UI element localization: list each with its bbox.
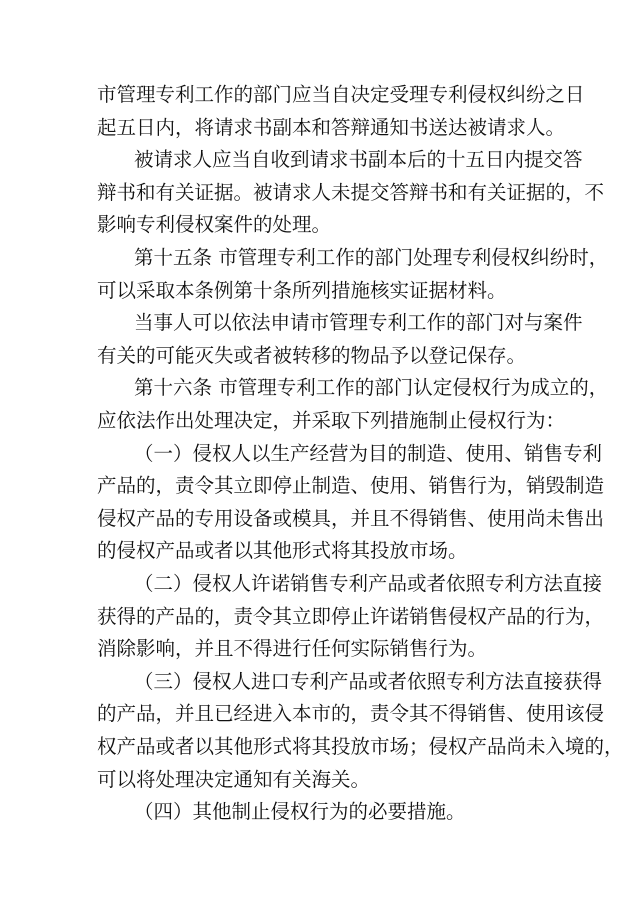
text-line: 第十五条 市管理专利工作的部门处理专利侵权纠纷时， bbox=[134, 246, 609, 269]
text-line: （二）侵权人许诺销售专利产品或者依照专利方法直接 bbox=[134, 572, 603, 595]
text-line: 辩书和有关证据。被请求人未提交答辩书和有关证据的，不 bbox=[97, 180, 605, 204]
text-line: 市管理专利工作的部门应当自决定受理专利侵权纠纷之日 bbox=[97, 83, 585, 106]
text-line: 起五日内，将请求书副本和答辩通知书送达被请求人。 bbox=[97, 115, 566, 139]
text-line: 影响专利侵权案件的处理。 bbox=[97, 213, 332, 237]
text-line: 有关的可能灭失或者被转移的物品予以登记保存。 bbox=[97, 343, 527, 367]
text-line: （一）侵权人以生产经营为目的制造、使用、销售专利 bbox=[134, 441, 603, 465]
text-line: 应依法作出处理决定，并采取下列措施制止侵权行为： bbox=[97, 409, 566, 432]
text-line: 被请求人应当自收到请求书副本后的十五日内提交答 bbox=[134, 148, 583, 172]
text-line: 产品的，责令其立即停止制造、使用、销售行为，销毁制造 bbox=[97, 474, 605, 498]
text-line: 侵权产品的专用设备或模具，并且不得销售、使用尚未售出 bbox=[97, 506, 605, 530]
text-line: 获得的产品的，责令其立即停止许诺销售侵权产品的行为， bbox=[97, 604, 605, 628]
text-line: （三）侵权人进口专利产品或者依照专利方法直接获得 bbox=[134, 669, 603, 693]
text-line: 权产品或者以其他形式将其投放市场；侵权产品尚未入境的， bbox=[97, 735, 624, 758]
text-line: 的产品，并且已经进入本市的，责令其不得销售、使用该侵 bbox=[97, 702, 605, 726]
text-line: 的侵权产品或者以其他形式将其投放市场。 bbox=[97, 539, 468, 563]
text-line: （四）其他制止侵权行为的必要措施。 bbox=[134, 800, 466, 824]
text-line: 当事人可以依法申请市管理专利工作的部门对与案件 bbox=[134, 311, 583, 335]
text-line: 可以采取本条例第十条所列措施核实证据材料。 bbox=[97, 278, 507, 302]
text-line: 消除影响，并且不得进行任何实际销售行为。 bbox=[97, 637, 488, 661]
text-line: 第十六条 市管理专利工作的部门认定侵权行为成立的， bbox=[134, 376, 609, 400]
text-line: 可以将处理决定通知有关海关。 bbox=[97, 767, 371, 791]
